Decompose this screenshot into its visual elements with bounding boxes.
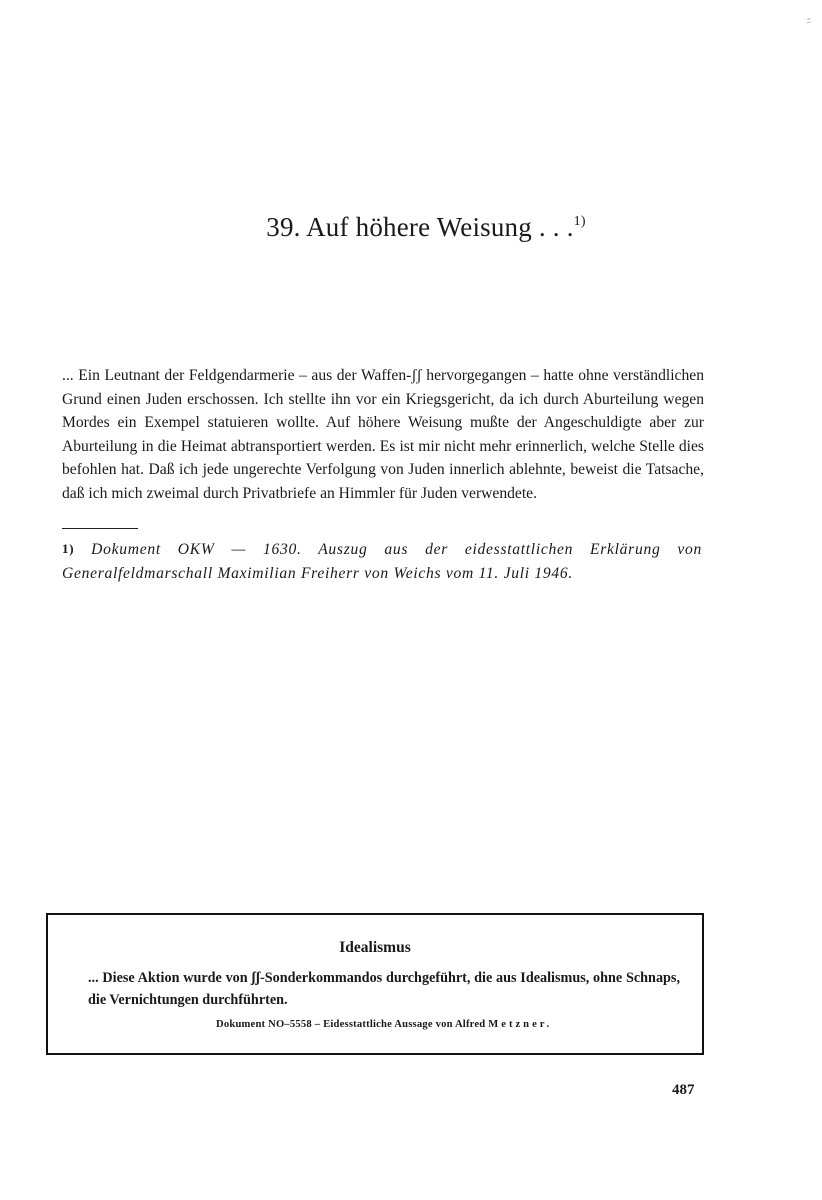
page-number: 487 xyxy=(672,1082,695,1098)
footnote xyxy=(62,538,702,586)
footnote-text: Dokument OKW — 1630. Auszug aus der eidesstattlichen Erklärung von Generalfeldmarschall Maximilian Freiherr von Weichs vom 11. Juli 1946. xyxy=(62,541,702,582)
quote-box-source xyxy=(216,1019,552,1030)
quote-box-source-name: Metzner. xyxy=(488,1019,553,1030)
quote-box-title: Idealismus xyxy=(339,939,411,956)
quote-box-source-prefix: Dokument NO–5558 – Eidesstattliche Aussage von Alfred xyxy=(216,1019,486,1030)
quote-box xyxy=(46,913,704,1055)
corner-mark: ﾆ xyxy=(806,16,810,26)
footnote-mark: 1) xyxy=(62,541,75,556)
chapter-title xyxy=(0,212,822,243)
quote-box-text: ... Diese Aktion wurde von ʃʃ-Sonderkommandos durchgeführt, die aus Idealismus, ohne Schnaps, die Vernichtungen durchführten. xyxy=(88,970,680,1008)
chapter-title-text: 39. Auf höhere Weisung . . . xyxy=(266,212,574,242)
footnote-reference: 1) xyxy=(573,214,586,229)
body-paragraph: ... Ein Leutnant der Feldgendarmerie – aus der Waffen-ʃʃ hervorgegangen – hatte ohne verständlichen Grund einen Juden erschossen. Ich stellte ihn vor ein Kriegsgericht, da ich durch Aburteilung wegen Mordes ein Exempel statuieren wollte. Auf höhere Weisung mußte der Angeschuldigte aber zur Aburteilung in die Heimat abtransportiert werden. Es ist mir nicht mehr erinnerlich, welche Stelle dies befohlen hat. Daß ich jede ungerechte Verfolgung von Juden innerlich ablehnte, beweist die Tatsache, daß ich mich zweimal durch Privatbriefe an Himmler für Juden verwendete. xyxy=(62,367,704,502)
footnote-rule xyxy=(62,528,138,529)
